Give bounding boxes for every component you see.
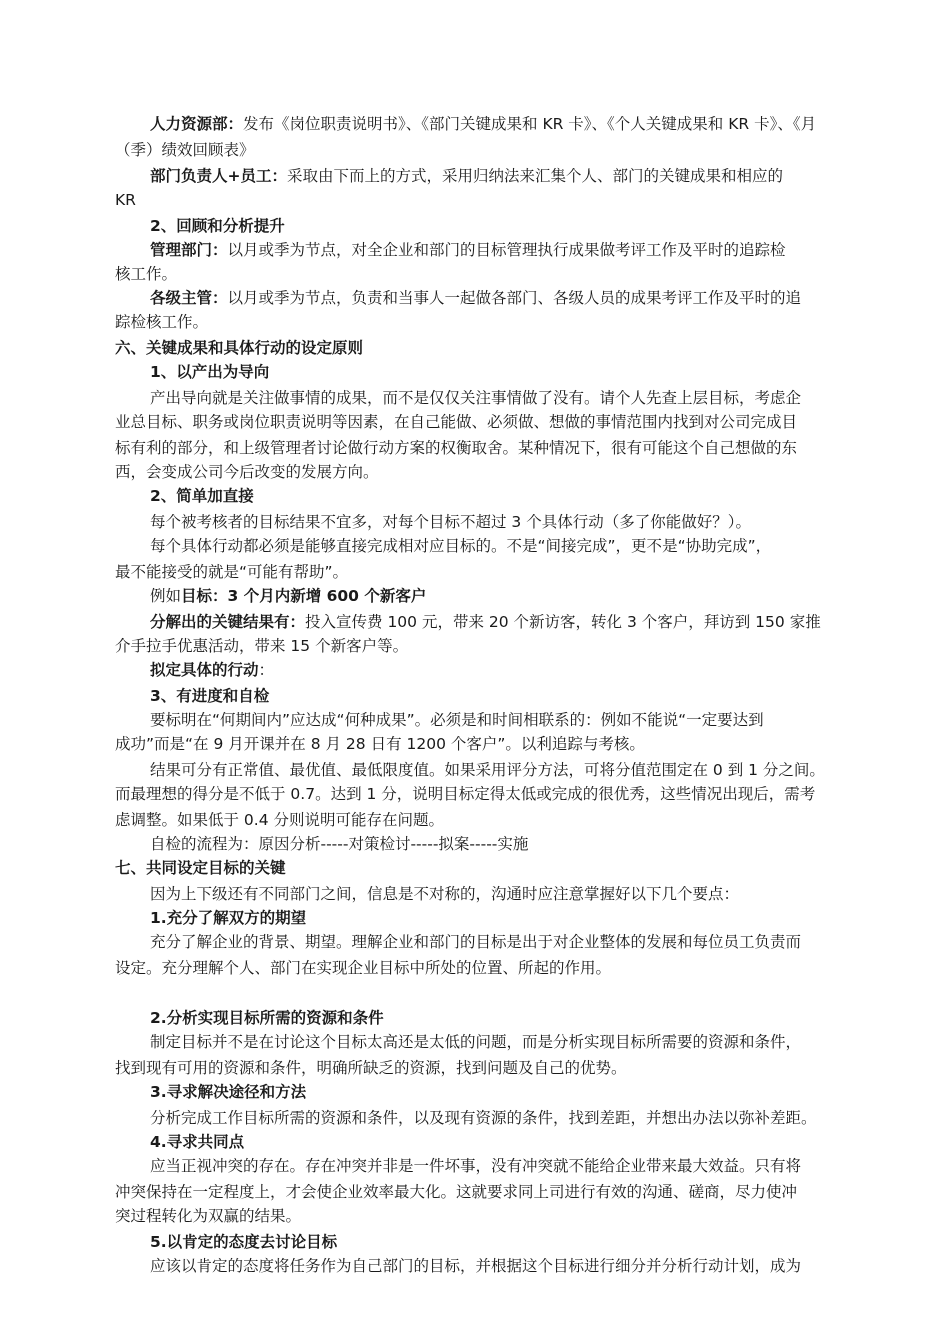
text-line [115, 337, 363, 359]
bold-run: 拟定具体的行动 [150, 661, 259, 679]
text-line [115, 857, 286, 879]
bold-run: 1.充分了解双方的期望 [150, 909, 307, 927]
text-run: 以月或季为节点，负责和当事人一起做各部门、各级人员的成果考评工作及平时的追 [227, 289, 802, 307]
text-line [115, 733, 645, 755]
bold-run: 管理部门： [150, 241, 228, 259]
text-run: 应该以肯定的态度将任务作为自己部门的目标，并根据这个目标进行细分并分析行动计划，成为 [150, 1257, 802, 1275]
text-line [115, 783, 815, 805]
bold-run: 分解出的关键结果有： [150, 613, 306, 631]
text-run: 核工作。 [115, 265, 178, 283]
text-line [150, 759, 825, 781]
text-run: 找到现有可用的资源和条件，明确所缺乏的资源，找到问题及自己的优势。 [115, 1059, 627, 1077]
text-line [150, 287, 801, 309]
text-run: 例如 [150, 587, 182, 605]
bold-run: 部门负责人+员工： [150, 167, 287, 185]
text-line [150, 1255, 801, 1277]
text-run: 分析完成工作目标所需的资源和条件，以及现有资源的条件，找到差距，并想出办法以弥补差距。 [150, 1109, 817, 1127]
text-line [150, 113, 816, 135]
text-line [150, 511, 751, 533]
bold-run: 各级主管： [150, 289, 228, 307]
text-line [150, 931, 801, 953]
text-run: KR [115, 191, 136, 209]
text-run: 因为上下级还有不同部门之间，信息是不对称的，沟通时应注意掌握好以下几个要点： [150, 885, 740, 903]
bold-run: 2.分析实现目标所需的资源和条件 [150, 1009, 384, 1027]
text-line [115, 411, 797, 433]
text-line [115, 461, 379, 483]
text-run: 突过程转化为双赢的结果。 [115, 1207, 302, 1225]
bold-run: 2、简单加直接 [150, 487, 254, 505]
text-run: 充分了解企业的背景、期望。理解企业和部门的目标是出于对企业整体的发展和每位员工负责而 [150, 933, 802, 951]
text-line [150, 833, 528, 855]
text-line [150, 1007, 384, 1029]
bold-run: 人力资源部： [150, 115, 244, 133]
text-line [150, 883, 739, 905]
text-run: 介手拉手优惠活动，带来 15 个新客户等。 [115, 637, 409, 655]
text-line [115, 561, 348, 583]
text-line [150, 215, 285, 237]
text-line [150, 585, 426, 607]
text-line [115, 263, 177, 285]
text-run: 而最理想的得分是不低于 0.7。达到 1 分，说明目标定得太低或完成的很优秀，这些情况出现后，需考 [115, 785, 816, 803]
text-line [115, 1181, 797, 1203]
bold-run: 2、回顾和分析提升 [150, 217, 285, 235]
text-line [115, 311, 208, 333]
text-line [150, 1231, 337, 1253]
text-line [115, 957, 611, 979]
text-run: 冲突保持在一定程度上，才会使企业效率最大化。这就要求同上司进行有效的沟通、磋商，尽力使冲 [115, 1183, 798, 1201]
text-line [150, 1031, 801, 1053]
text-line [150, 1107, 817, 1129]
text-run: 踪检核工作。 [115, 313, 209, 331]
text-line [115, 809, 444, 831]
text-run: 每个具体行动都必须是能够直接完成相对应目标的。不是“间接完成”，更不是“协助完成”， [150, 537, 772, 555]
bold-run: 七、共同设定目标的关键 [115, 859, 286, 877]
text-run: 要标明在“何期间内”应达成“何种成果”。必须是和时间相联系的：例如不能说“一定要达到 [150, 711, 764, 729]
text-line [150, 907, 306, 929]
bold-run: 1、以产出为导向 [150, 363, 270, 381]
text-line [150, 485, 254, 507]
text-line [150, 361, 269, 383]
text-run: 自检的流程为：原因分析-----对策检讨-----拟案-----实施 [150, 835, 529, 853]
text-run: 设定。充分理解个人、部门在实现企业目标中所处的位置、所起的作用。 [115, 959, 612, 977]
bold-run: 4.寻求共同点 [150, 1133, 245, 1151]
bold-run: 5.以肯定的态度去讨论目标 [150, 1233, 338, 1251]
text-run: ： [258, 661, 275, 679]
text-run: 应当正视冲突的存在。存在冲突并非是一件坏事，没有冲突就不能给企业带来最大效益。只有将 [150, 1157, 802, 1175]
bold-run: 目标：3 个月内新增 600 个新客户 [181, 587, 427, 605]
text-run: 每个被考核者的目标结果不宜多，对每个目标不超过 3 个具体行动（多了你能做好？）。 [150, 513, 751, 531]
text-line [115, 1057, 627, 1079]
text-line [115, 139, 255, 161]
text-line [150, 1131, 244, 1153]
text-line [150, 1081, 306, 1103]
text-line [150, 239, 786, 261]
text-run: 虑调整。如果低于 0.4 分则说明可能存在问题。 [115, 811, 445, 829]
text-line [150, 165, 783, 187]
text-run: 西，会变成公司今后改变的发展方向。 [115, 463, 379, 481]
text-run: 制定目标并不是在讨论这个目标太高还是太低的问题，而是分析实现目标所需要的资源和条件， [150, 1033, 802, 1051]
text-line [150, 685, 269, 707]
text-line [150, 709, 764, 731]
text-run: 采取由下而上的方式，采用归纳法来汇集个人、部门的关键成果和相应的 [287, 167, 784, 185]
text-run: 投入宣传费 100 元，带来 20 个新访客，转化 3 个客户，拜访到 150 家推 [305, 613, 821, 631]
bold-run: 六、关键成果和具体行动的设定原则 [115, 339, 364, 357]
text-line [150, 611, 821, 633]
text-line [150, 387, 801, 409]
text-run: 标有利的部分，和上级管理者讨论做行动方案的权衡取舍。某种情况下，很有可能这个自己想做的东 [115, 439, 798, 457]
text-line [115, 1205, 301, 1227]
text-line [115, 635, 408, 657]
bold-run: 3.寻求解决途径和方法 [150, 1083, 307, 1101]
text-line [150, 535, 771, 557]
text-run: 结果可分有正常值、最优值、最低限度值。如果采用评分方法，可将分值范围定在 0 到 1 分之间。 [150, 761, 825, 779]
text-line [115, 437, 797, 459]
text-run: （季）绩效回顾表》 [115, 141, 255, 159]
text-run: 产出导向就是关注做事情的成果，而不是仅仅关注事情做了没有。请个人先查上层目标，考虑企 [150, 389, 802, 407]
text-line [115, 189, 136, 211]
text-line [150, 1155, 801, 1177]
bold-run: 3、有进度和自检 [150, 687, 270, 705]
text-run: 发布《岗位职责说明书》、《部门关键成果和 KR 卡》、《个人关键成果和 KR 卡》、《月 [243, 115, 817, 133]
text-run: 最不能接受的就是“可能有帮助”。 [115, 563, 349, 581]
text-run: 以月或季为节点，对全企业和部门的目标管理执行成果做考评工作及平时的追踪检 [227, 241, 786, 259]
text-run: 成功”而是“在 9 月开课并在 8 月 28 日有 1200 个客户”。以利追踪与考核。 [115, 735, 645, 753]
text-run: 业总目标、职务或岗位职责说明等因素，在自己能做、必须做、想做的事情范围内找到对公司完成目 [115, 413, 798, 431]
text-line [150, 659, 274, 681]
